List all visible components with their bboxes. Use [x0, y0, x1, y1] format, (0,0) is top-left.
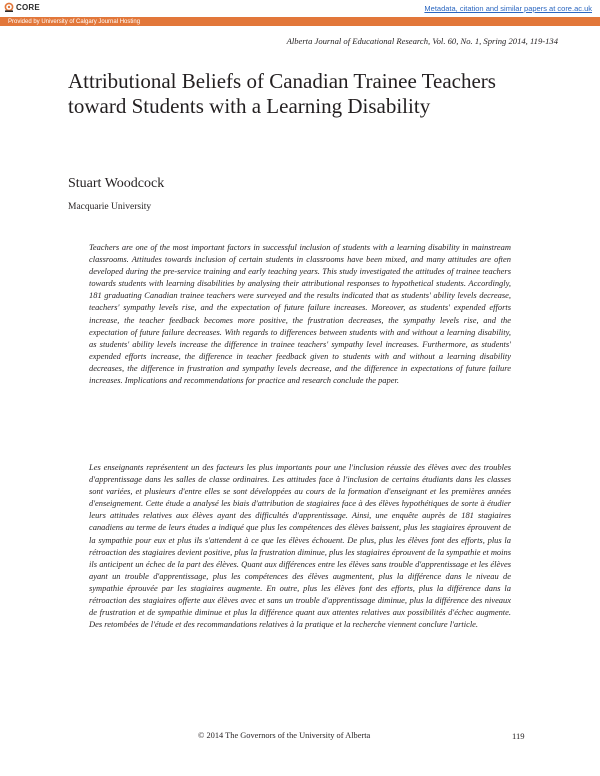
provided-by-text: Provided by University of Calgary Journal Hosting	[8, 18, 141, 25]
abstract-english: Teachers are one of the most important factors in successful inclusion of students with a learning disability in mainstream classrooms. Attitudes towards inclusion of certain students in classrooms have been mixed, and many attitudes are often developed during the pre-service training and early teaching years. This study investigated the attitudes of trainee teachers towards students with learning disabilities by analysing their attributional responses to hypothetical students. Accordingly, 181 graduating Canadian trainee teachers were surveyed and the results indicated that as students' ability levels decrease, teachers' sympathy levels rise, and the expectation of future failure increases. Moreover, as students' expended efforts increase, the teacher feedback becomes more positive, the frustration decreases, the sympathy levels rise, and the expectation of future failure decreases. With regards to differences between students with and without a learning disability, as students' ability levels increase the difference in trainee teachers' sympathy level increases. Furthermore, as students' expended efforts increase, the difference in teacher feedback given to students with and without a learning disability decreases, the difference in frustration and sympathy levels decrease, and the difference in expectations of future failure increases. Implications and recommendations for practice and research conclude the paper.	[89, 242, 511, 386]
abstract-french: Les enseignants représentent un des facteurs les plus importants pour une l'inclusion réussie des élèves avec des troubles d'apprentissage dans les salles de classe ordinaires. Les attitudes face à l'inclusion de certains étudiants dans les classes sont variées, et plusieurs d'entre elles se sont développées au cours de la formation d'enseignant et les premières années d'enseignement. Cette étude a analysé les biais d'attribution de stagiaires face à des élèves hypothétiques de sorte à étudier leurs attitudes relatives aux élèves ayant des difficultés d'apprentissage. Ainsi, une enquête auprès de 181 stagiaires canadiens au terme de leurs études a indiqué que plus les compétences des élèves baissent, plus les stagiaires éprouvent de la sympathie pour eux et plus ils s'attendent à ce que les élèves échouent. De plus, plus les élèves font des efforts, plus la rétroaction des stagiaires devient positive, plus la frustration diminue, plus les stagiaires éprouvent de la sympathie et moins ils anticipent un échec de la part des élèves. Quant aux différences entre les élèves sans trouble d'apprentissage et les élèves ayant un trouble d'apprentissage, plus les compétences des élèves augmentent, plus la différence dans le niveau de sympathie éprouvée par les stagiaires augmente. En outre, plus les élèves font des efforts, plus la différence dans la rétroaction des stagiaires offerte aux élèves avec et sans un trouble d'apprentissage diminue, plus la différence des niveaux de frustration et de sympathie diminue et plus la différence quant aux attentes relatives aux possibilités d'échec augmente. Des retombées de l'étude et des recommandations relatives à la pratique et la recherche viennent conclure l'article.	[89, 462, 511, 630]
metadata-link[interactable]: Metadata, citation and similar papers at core.ac.uk	[424, 4, 592, 13]
article-title: Attributional Beliefs of Canadian Trainee Teachers toward Students with a Learning Disability	[68, 69, 496, 118]
core-logo-icon	[4, 2, 14, 13]
page-number: 119	[512, 731, 525, 741]
journal-citation: Alberta Journal of Educational Research, Vol. 60, No. 1, Spring 2014, 119-134	[286, 36, 558, 46]
core-logo[interactable]	[4, 2, 40, 13]
core-banner	[0, 0, 600, 16]
core-logo-text: CORE	[16, 3, 40, 12]
provided-by-bar	[0, 17, 600, 26]
author-affiliation: Macquarie University	[68, 202, 152, 212]
author-name: Stuart Woodcock	[68, 176, 165, 191]
copyright-footer: © 2014 The Governors of the University of Alberta	[198, 731, 371, 740]
